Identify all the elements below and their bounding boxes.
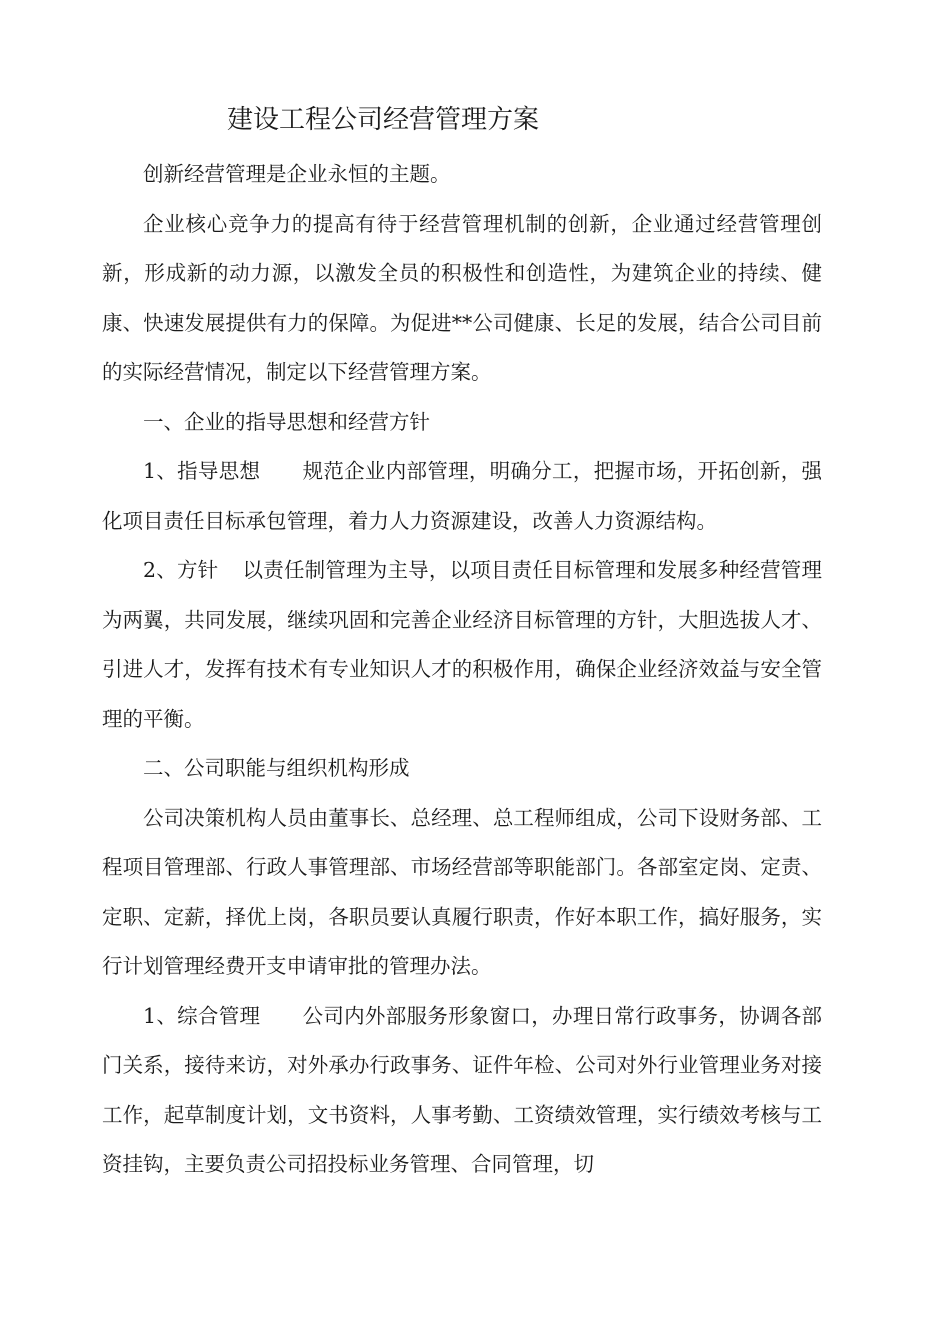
item-text-policy: 以责任制管理为主导，以项目责任目标管理和发展多种经营管理为两翼，共同发展，继续巩固和完善企业经济目标管理的方针，大胆选拔人才、引进人才，发挥有技术有专业知识人才的积极作用，确保企业经济效益与安全管理的平衡。 (102, 558, 823, 731)
item-label-general-management: 1、综合管理 (143, 1003, 261, 1028)
paragraph-general-management (102, 992, 822, 1190)
paragraph-organization: 公司决策机构人员由董事长、总经理、总工程师组成，公司下设财务部、工程项目管理部、行政人事管理部、市场经营部等职能部门。各部室定岗、定责、定职、定薪，择优上岗，各职员要认真履行职责，作好本职工作，搞好服务，实行计划管理经费开支申请审批的管理办法。 (102, 805, 822, 978)
section-heading-1: 一、企业的指导思想和经营方针 (143, 409, 430, 434)
document-title: 建设工程公司经营管理方案 (227, 105, 540, 135)
item-text-general-management: 公司内外部服务形象窗口，办理日常行政事务，协调各部门关系，接待来访，对外承办行政事务、证件年检、公司对外行业管理业务对接工作，起草制度计划，文书资料，人事考勤、工资绩效管理，实行绩效考核与工资挂钩，主要负责公司招投标业务管理、合同管理，切 (102, 1003, 822, 1176)
section-heading-2: 二、公司职能与组织机构形成 (143, 756, 410, 780)
item-label-policy: 2、方针 (143, 558, 219, 582)
paragraph-intro: 创新经营管理是企业永恒的主题。 (143, 162, 451, 186)
paragraph-policy (102, 546, 822, 744)
paragraph-guiding-ideology (102, 447, 822, 546)
document-body (102, 150, 822, 1190)
paragraph-core-competence: 企业核心竞争力的提高有待于经营管理机制的创新，企业通过经营管理创新，形成新的动力源，以激发全员的积极性和创造性，为建筑企业的持续、健康、快速发展提供有力的保障。为促进**公司健康、长足的发展，结合公司目前的实际经营情况，制定以下经营管理方案。 (102, 211, 822, 384)
item-label-guiding-ideology: 1、指导思想 (143, 459, 261, 483)
item-text-guiding-ideology: 规范企业内部管理，明确分工，把握市场，开拓创新，强化项目责任目标承包管理，着力人力资源建设，改善人力资源结构。 (102, 459, 822, 533)
